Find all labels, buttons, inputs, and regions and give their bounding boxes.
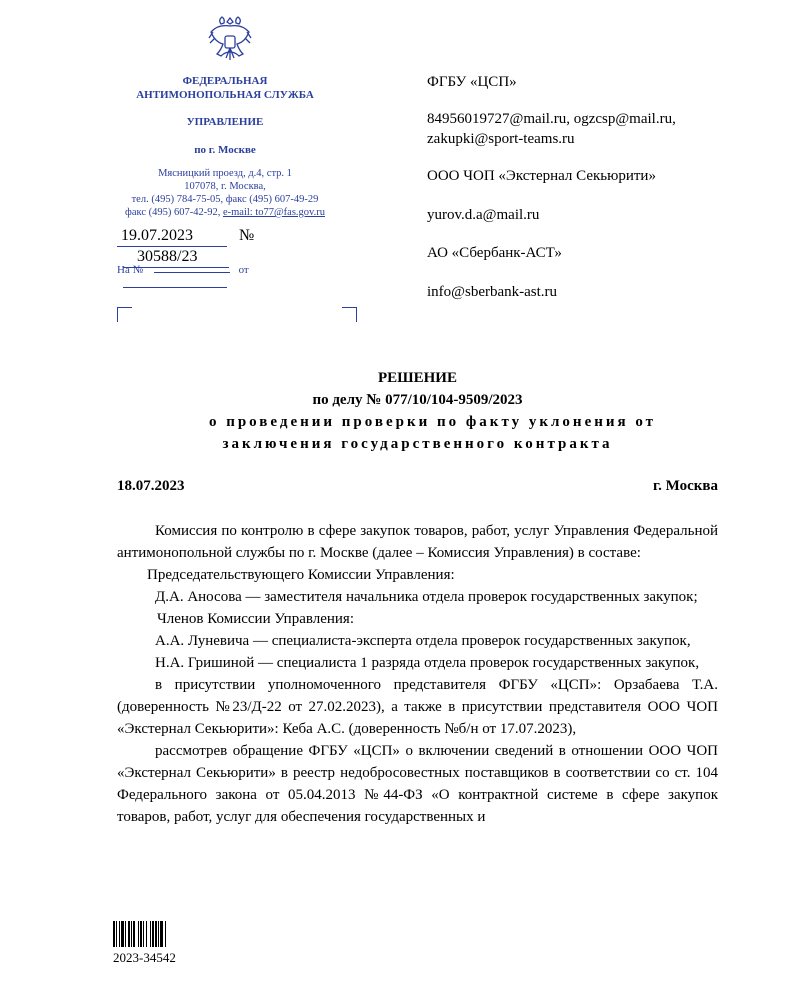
paragraph-member-2: Н.А. Гришиной — специалиста 1 разряда отдела проверок государственных закупок, bbox=[155, 655, 700, 671]
subject-line2: заключения государственного контракта bbox=[222, 436, 613, 452]
agency-name-line2: АНТИМОНОПОЛЬНАЯ СЛУЖБА bbox=[136, 89, 314, 101]
paragraph-chair-label: Председательствующего Комиссии Управления: bbox=[147, 567, 455, 583]
paragraph-presence: в присутствии уполномоченного представителя ФГБУ «ЦСП»: Орзабаева Т.А. (доверенность №23/Д-22 от 27.02.2023), а также в присутствии представителя ООО ЧОП «Экстернал Секьюрити»: Кеба А.С. (доверенность №б/н от 17.07.2023), bbox=[117, 677, 718, 737]
letter-number: 30588/23 bbox=[123, 247, 229, 268]
email-link[interactable]: e-mail: to77@fas.gov.ru bbox=[222, 207, 325, 218]
address-line3: тел. (495) 784-75-05, факс (495) 607-49-29 bbox=[131, 194, 319, 205]
reference-label: На № bbox=[117, 264, 144, 276]
subject-line1: о проведении проверки по факту уклонения от bbox=[208, 414, 657, 430]
barcode-icon bbox=[113, 921, 185, 947]
recipient-1-emails-2: zakupki@sport-teams.ru bbox=[427, 131, 575, 147]
recipient-3-email: info@sberbank-ast.ru bbox=[427, 284, 558, 300]
paragraph-member-1: А.А. Луневича — специалиста-эксперта отдела проверок государственных закупок, bbox=[155, 633, 691, 649]
decision-place: г. Москва bbox=[653, 478, 718, 494]
barcode-number: 2023-34542 bbox=[113, 950, 176, 965]
department-city: по г. Москве bbox=[194, 144, 256, 156]
address-line1: Мясницкий проезд, д.4, стр. 1 bbox=[158, 168, 292, 179]
paragraph-consideration: рассмотрев обращение ФГБУ «ЦСП» о включении сведений в отношении ООО ЧОП «Экстернал Секьюрити» в реестр недобросовестных поставщиков в соответствии со ст. 104 Федерального закона от 05.04.2013 №44-ФЗ «О контрактной системе в сфере закупок товаров, работ, услуг для обеспечения государственных и bbox=[117, 743, 718, 825]
recipient-1: ФГБУ «ЦСП» bbox=[427, 74, 517, 90]
recipient-1-emails: 84956019727@mail.ru, ogzcsp@mail.ru, bbox=[427, 111, 676, 127]
decision-body bbox=[117, 520, 718, 828]
recipient-2: ООО ЧОП «Экстернал Секьюрити» bbox=[427, 168, 656, 184]
case-number: по делу № 077/10/104-9509/2023 bbox=[312, 392, 523, 408]
letter-date: 19.07.2023 bbox=[117, 226, 227, 247]
recipient-2-email: yurov.d.a@mail.ru bbox=[427, 207, 540, 223]
recipient-3: АО «Сбербанк-АСТ» bbox=[427, 245, 562, 261]
reference-number-field bbox=[154, 262, 230, 273]
paragraph-commission: Комиссия по контролю в сфере закупок товаров, работ, услуг Управления Федеральной антимонопольной службы по г. Москве (далее – Комиссия Управления) в составе: bbox=[117, 523, 718, 561]
address-corner-left bbox=[117, 307, 132, 322]
decision-date: 18.07.2023 bbox=[117, 478, 185, 494]
agency-name-line1: ФЕДЕРАЛЬНАЯ bbox=[182, 75, 268, 87]
address-corner-right bbox=[342, 307, 357, 322]
coat-of-arms-icon bbox=[207, 14, 253, 66]
department-label: УПРАВЛЕНИЕ bbox=[186, 116, 264, 128]
paragraph-members-label: Членов Комиссии Управления: bbox=[157, 611, 354, 627]
reference-from-label: от bbox=[238, 264, 249, 276]
number-sign: № bbox=[239, 227, 255, 244]
reference-date-field bbox=[123, 277, 227, 288]
address-line2: 107078, г. Москва, bbox=[184, 181, 266, 192]
decision-heading: РЕШЕНИЕ bbox=[378, 370, 457, 386]
address-line4: факс (495) 607-42-92, bbox=[125, 207, 223, 218]
paragraph-chair: Д.А. Аносова — заместителя начальника отдела проверок государственных закупок; bbox=[155, 589, 698, 605]
